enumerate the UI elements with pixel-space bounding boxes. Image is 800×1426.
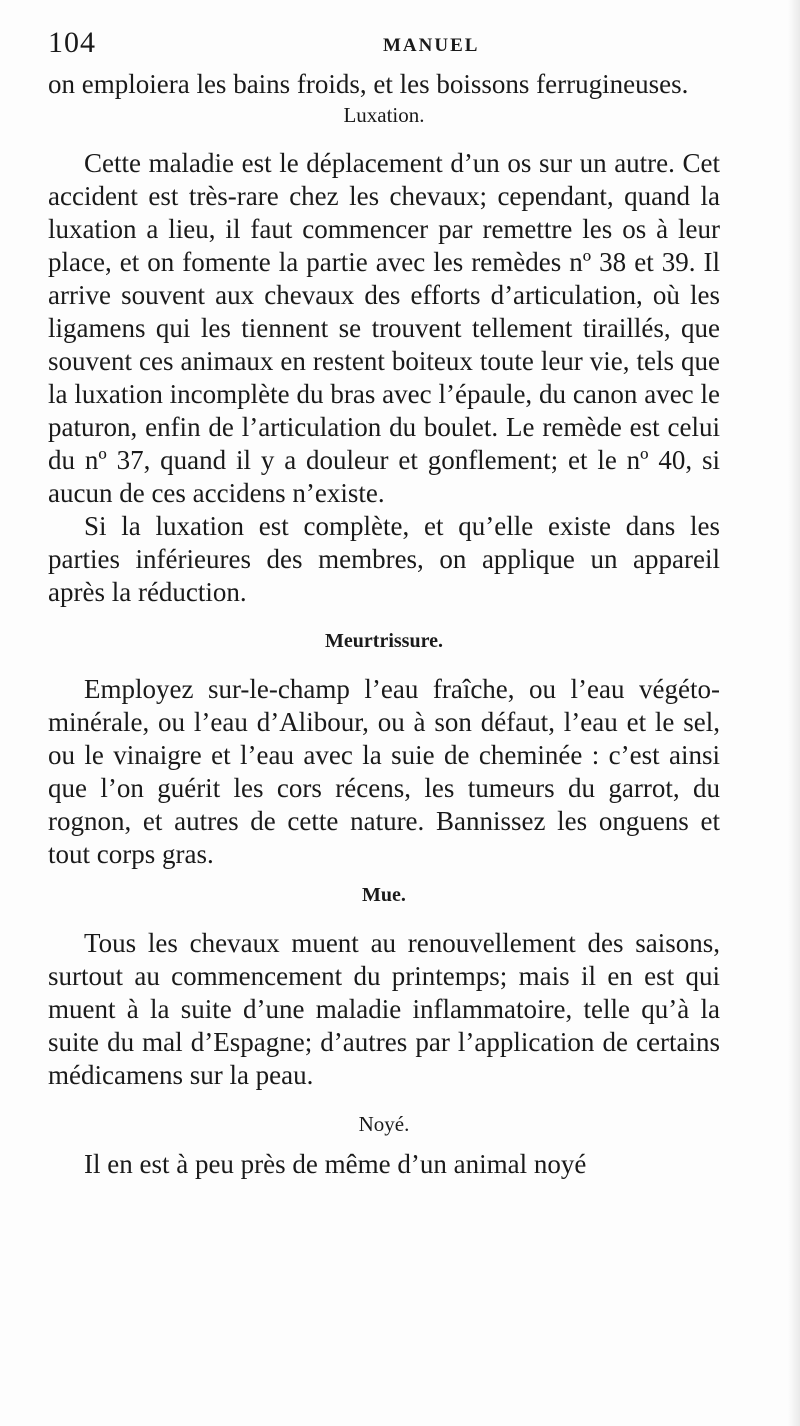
running-head: MANUEL <box>383 35 480 56</box>
paragraph-mue: Tous les chevaux muent au renouvellement des saisons, surtout au commencement du printemps; mais il en est qui muent à la suite d’une maladie inflammatoire, telle qu’à la suite du mal d’Espagne; d’autres par l’application de certains médicamens sur la peau. <box>48 928 720 1090</box>
section-heading-luxation: Luxation. <box>343 103 425 127</box>
section-heading-noye: Noyé. <box>358 1112 410 1136</box>
paragraph-luxation-1: Cette maladie est le déplacement d’un os sur un autre. Cet accident est très-rare chez les chevaux; cependant, quand la luxation a lieu, il faut commencer par remettre les os à leur place, et on fomente la partie avec les remèdes nº 38 et 39. Il arrive souvent aux chevaux des efforts d’articulation, où les ligamens qui les tiennent se trouvent tellement tiraillés, que souvent ces animaux en restent boiteux toute leur vie, tels que la luxation incomplète du bras avec l’épaule, du canon avec le paturon, enfin de l’articulation du boulet. Le remède est celui du nº 37, quand il y a douleur et gonflement; et le nº 40, si aucun de ces accidens n’existe. <box>48 148 720 508</box>
paragraph-meurtrissure: Employez sur-le-champ l’eau fraîche, ou l’eau végéto-minérale, ou l’eau d’Alibour, ou à son défaut, l’eau et le sel, ou le vinaigre et l’eau avec la suie de cheminée : c’est ainsi que l’on guérit les cors récens, les tumeurs du garrot, du rognon, et autres de cette nature. Bannissez les onguens et tout corps gras. <box>48 674 720 869</box>
page-header <box>48 26 768 66</box>
section-heading-meurtrissure: Meurtrissure. <box>325 630 443 652</box>
page-body <box>48 68 720 1181</box>
paragraph-noye: Il en est à peu près de même d’un animal noyé <box>84 1149 587 1179</box>
paragraph-continuation: on emploiera les bains froids, et les boissons ferrugineuses. <box>48 69 689 99</box>
page-number: 104 <box>48 26 96 59</box>
paragraph-luxation-2: Si la luxation est complète, et qu’elle existe dans les parties inférieures des membres, on applique un appareil après la réduction. <box>48 511 720 607</box>
section-heading-mue: Mue. <box>362 884 406 906</box>
page-edge-shadow <box>788 0 800 1426</box>
